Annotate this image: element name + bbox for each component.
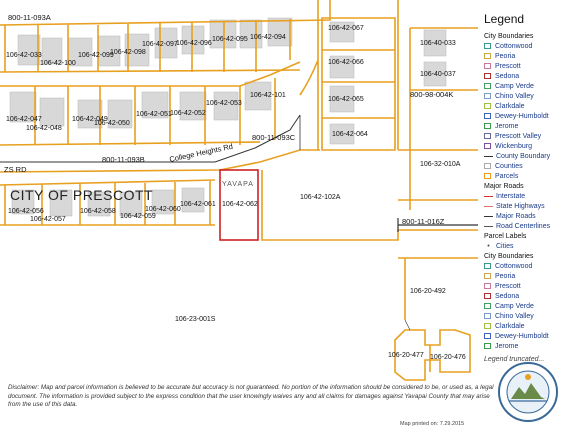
parcel-label[interactable]: 106-42-095 [212,36,248,43]
legend-item [484,42,532,52]
road-label: 800-11-093C [252,133,296,142]
legend-swatch-icon [484,273,491,279]
legend-truncated: Legend truncated... [484,356,545,363]
legend-item [484,262,532,272]
legend-item [484,192,525,202]
legend-swatch-icon [484,123,491,129]
legend-line-icon [484,196,493,197]
parcel-label[interactable]: 106-42-099 [78,52,114,59]
legend-item-label: Camp Verde [495,303,534,310]
legend-item [484,102,525,112]
legend-item [484,32,533,42]
building [210,20,236,48]
legend-item [484,132,541,142]
legend-swatch-icon [484,103,491,109]
legend-swatch-icon [484,283,491,289]
parcel-label[interactable]: 106-42-097 [142,41,178,48]
parcel-label[interactable]: 106-42-064 [332,131,368,138]
legend-item [484,212,536,222]
legend-item-label: Parcel Labels [484,233,527,240]
building [40,98,64,126]
parcel-label[interactable]: 106-42-065 [328,96,364,103]
legend-item [484,122,518,132]
road-label: 800-11-093A [8,13,51,22]
legend-item [484,312,534,322]
legend-item-label: Dewey-Humboldt [495,333,549,340]
legend-swatch-icon [484,53,491,59]
legend-swatch-icon [484,163,491,169]
legend-item [484,322,525,332]
parcel-edge [0,70,300,72]
legend-swatch-icon [484,333,491,339]
parcel-edge [0,180,215,185]
parcel-label[interactable]: 106-42-056 [8,208,44,215]
yavapai-county-seal-icon [497,361,559,423]
legend-item [484,112,549,122]
legend-item [484,282,521,292]
legend-item [484,182,524,192]
parcel-edge [300,0,318,150]
legend-item-label: Major Roads [484,183,524,190]
road-label: College Heights Rd [168,141,234,164]
legend-item-label: Prescott [495,63,521,70]
legend-item [484,142,532,152]
legend-item-label: Wickenburg [495,143,532,150]
parcel-label[interactable]: 106-42-062 [222,201,258,208]
legend-item [484,332,549,342]
legend-line-icon [484,226,493,227]
legend-item-label: Jerome [495,123,519,130]
parcel-label[interactable]: 106-42-094 [250,34,286,41]
parcel-label[interactable]: 106-42-052 [170,110,206,117]
legend-item [484,52,515,62]
legend-item [484,252,533,262]
legend-item-label: Dewey-Humboldt [495,113,549,120]
legend-swatch-icon [484,313,491,319]
parcel-label[interactable]: 106-42-102A [300,194,341,201]
parcel-label[interactable]: 106-23-001S [175,316,216,323]
road-label: 800-11-093B [102,155,145,164]
legend-item [484,162,523,172]
legend-item [484,292,519,302]
legend-item-label: Prescott [495,283,521,290]
road-centerline [405,320,410,330]
legend-swatch-icon [484,343,491,349]
parcel-label[interactable]: 106-42-101 [250,92,286,99]
legend-item [484,82,534,92]
legend-swatch-icon [484,63,491,69]
legend-item [484,92,534,102]
legend-item-label: City Boundaries [484,253,534,260]
legend-item-label: Camp Verde [495,83,534,90]
legend-item-label: Clarkdale [495,323,525,330]
parcel-label[interactable]: 106-42-049 [72,116,108,123]
building [18,35,40,65]
legend-swatch-icon [484,303,491,309]
legend-swatch-icon [484,323,491,329]
legend-item-label: Sedona [495,73,520,80]
legend-item-label: Road Centerlines [496,223,551,230]
parcel-label[interactable]: 106-32-010A [420,161,461,168]
legend-swatch-icon [484,293,491,299]
parcel-label[interactable]: 106-42-060 [145,206,181,213]
legend-item-label: Clarkdale [495,103,525,110]
legend-swatch-icon [484,83,491,89]
parcel-label[interactable]: 106-42-059 [120,213,156,220]
parcel-label[interactable]: 106-42-047 [6,116,42,123]
yavapai-label: YAVAPA [222,181,254,188]
legend-item [484,62,521,72]
disclaimer-text: Disclaimer: Map and parcel information is believed to be accurate but accuracy is not guaranteed. No portion of the information should be considered to be, or used as, a legal document. The information is provided subject to the express condition that the user knowingly waives any and all claims for damages against Yavapai County that may arise from the use of this data. [8,384,494,409]
legend-item-label: Cottonwood [495,43,533,50]
parcel-label[interactable]: 106-42-066 [328,59,364,66]
legend-item-label: Prescott Valley [495,133,542,140]
parcel-label[interactable]: 106-40-033 [420,40,456,47]
printed-date: Map printed on: 7.29.2015 [400,421,465,427]
legend-item-label: Jerome [495,343,519,350]
legend-dot-icon: • [487,243,490,250]
legend-swatch-icon [484,173,491,179]
legend-line-icon [484,206,493,207]
legend-item-label: State Highways [496,203,545,210]
legend-item-label: City Boundaries [484,33,534,40]
legend-item-label: Counties [495,163,523,170]
legend-item-label: Cities [496,243,514,250]
parcel-edge [0,150,320,172]
parcel-label[interactable]: 106-42-033 [6,52,42,59]
parcel-label[interactable]: 106-42-061 [180,201,216,208]
parcel-label[interactable]: 106-20-476 [430,354,466,361]
city-label: CITY OF PRESCOTT [10,187,154,203]
legend-item-label: Interstate [496,193,526,200]
legend-swatch-icon [484,113,491,119]
legend-item [484,272,515,282]
legend-item [484,302,534,312]
legend-item-label: Sedona [495,293,520,300]
legend-item-label: County Boundary [496,153,551,160]
legend-item-label: Peoria [495,53,516,60]
legend-line-icon [484,216,493,217]
parcel-edge [262,170,478,240]
legend-item [484,232,526,242]
legend-swatch-icon [484,93,491,99]
parcel-label[interactable]: 106-42-051 [136,111,172,118]
parcel-label[interactable]: 106-42-098 [110,49,146,56]
legend-title: Legend [484,12,525,26]
parcel-label[interactable]: 106-20-492 [410,288,446,295]
parcel-label[interactable]: 106-42-067 [328,25,364,32]
parcel-label[interactable]: 106-40-037 [420,71,456,78]
parcel-label[interactable]: 106-42-096 [176,40,212,47]
legend-swatch-icon [484,143,491,149]
legend-item-label: Chino Valley [495,93,534,100]
building [182,188,204,212]
parcel-label[interactable]: 106-42-100 [40,60,76,67]
legend-item [484,242,514,252]
legend-item [484,222,550,232]
road-label: 800-11-016Z [402,217,445,226]
building [268,18,292,46]
parcel-label[interactable]: 106-42-048 [26,125,62,132]
legend-swatch-icon [484,263,491,269]
legend-item [484,342,518,352]
legend-swatch-icon [484,133,491,139]
parcel-label[interactable]: 106-42-050 [94,120,130,127]
legend-item-label: Major Roads [496,213,536,220]
legend-item [484,152,550,162]
legend-item-label: Peoria [495,273,516,280]
legend-panel [478,0,576,384]
parcel-label[interactable]: 106-42-053 [206,100,242,107]
parcel-label[interactable]: 106-42-058 [80,208,116,215]
road-label: 800-98-004K [410,90,454,99]
legend-item [484,172,518,182]
legend-swatch-icon [484,73,491,79]
legend-swatch-icon [484,43,491,49]
legend-item-label: Parcels [495,173,519,180]
legend-item-label: Cottonwood [495,263,533,270]
legend-item-label: Chino Valley [495,313,534,320]
parcel-label[interactable]: 106-42-057 [30,216,66,223]
parcel-label[interactable]: 106-20-477 [388,352,424,359]
legend-item [484,72,519,82]
road-label: ZS RD [4,165,27,174]
legend-line-icon [484,156,493,157]
legend-item [484,202,545,212]
